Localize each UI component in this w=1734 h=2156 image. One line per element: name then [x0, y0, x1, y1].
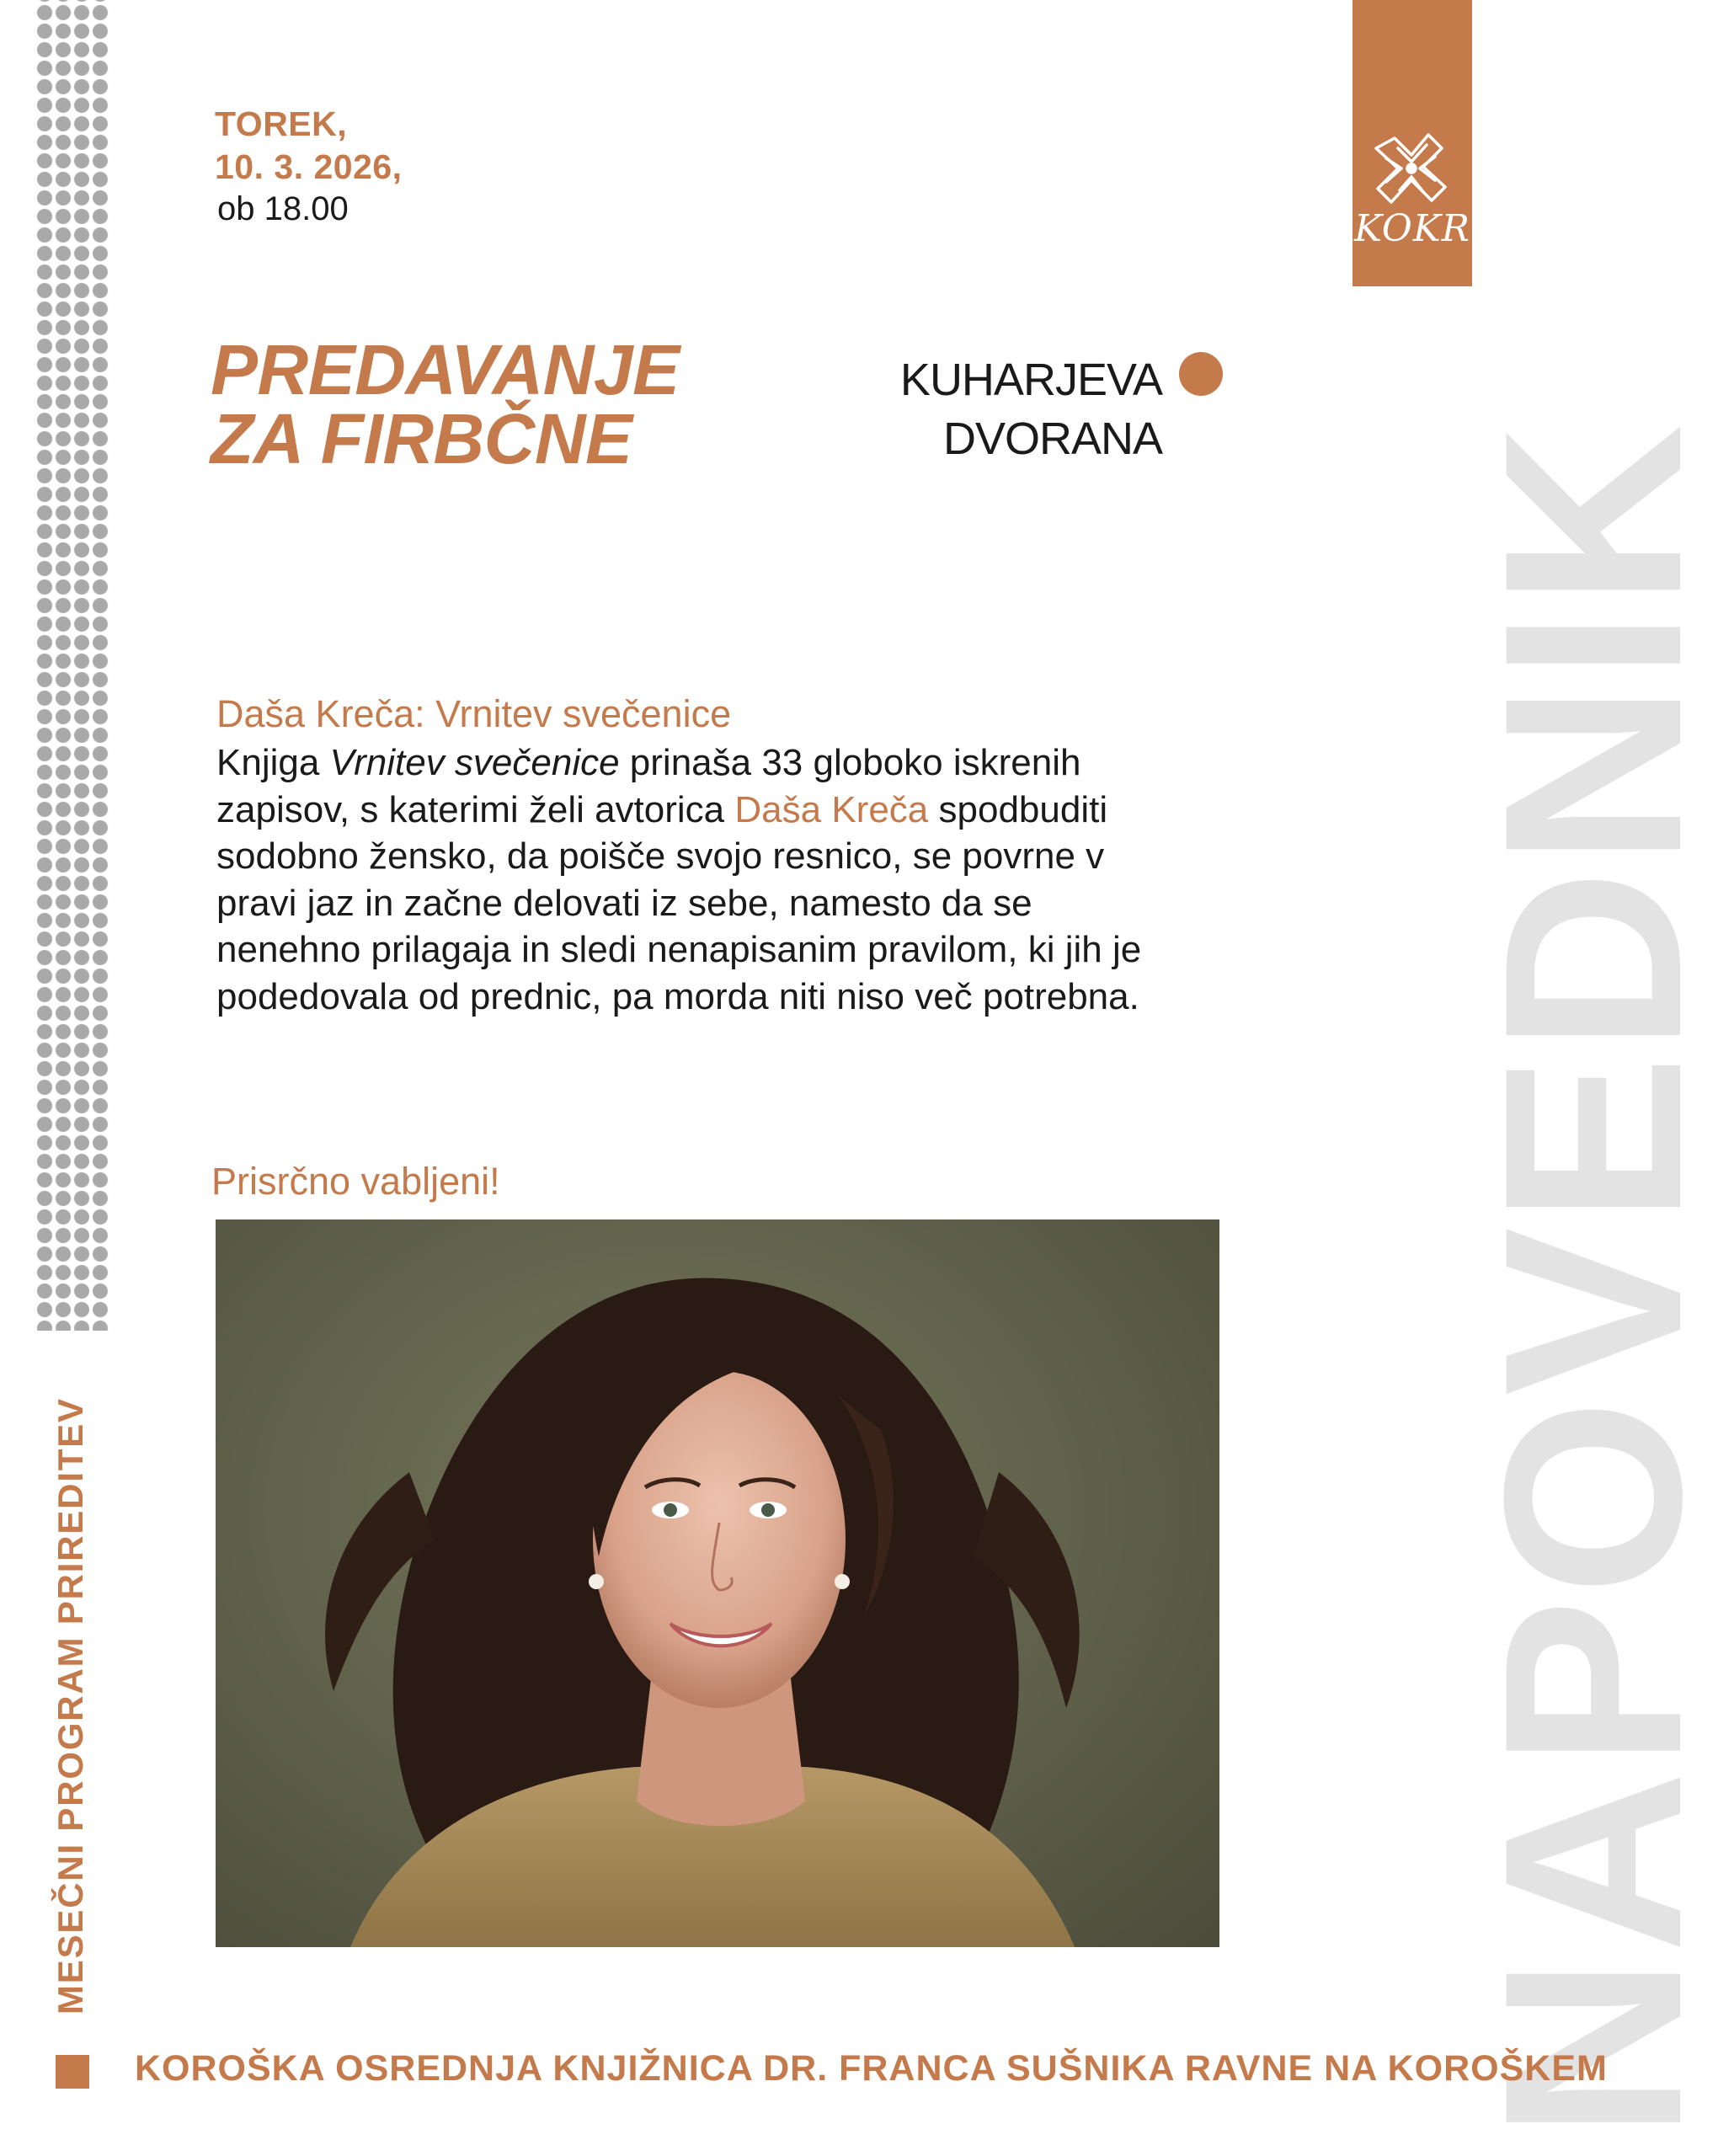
side-title: MESEČNI PROGRAM PRIREDITEV: [51, 1397, 90, 2015]
event-day: TOREK,: [215, 104, 348, 143]
desc-part-2: prinaša 33 globoko iskrenih zapisov, s katerimi želi avtorica: [216, 742, 1081, 830]
venue-line2: DVORANA: [942, 414, 1162, 464]
book-description: [216, 739, 1185, 1020]
dotted-strip: [34, 0, 109, 1331]
event-title-line1: PREDAVANJE: [211, 330, 680, 409]
library-logo: [1353, 0, 1472, 286]
event-title-line2: ZA FIRBČNE: [211, 399, 632, 478]
logo-text: KOKR: [1354, 207, 1470, 250]
desc-part-1: Knjiga: [216, 742, 330, 783]
venue: [876, 350, 1162, 468]
event-date: 10. 3. 2026,: [215, 147, 403, 186]
event-time: ob 18.00: [217, 190, 349, 227]
desc-author: Daša Kreča: [734, 788, 929, 830]
book-heading: Daša Kreča: Vrnitev svečenice: [216, 692, 732, 735]
footer-square: [56, 2055, 89, 2089]
footer-library-name: KOROŠKA OSREDNJA KNJIŽNICA DR. FRANCA SUŠNIKA RAVNE NA KOROŠKEM: [135, 2048, 1608, 2089]
watermark-text: NAPOVEDNIK: [1451, 420, 1734, 2139]
author-portrait-illustration: [216, 1219, 1219, 1947]
invitation-text: Prisrčno vabljeni!: [211, 1160, 500, 1203]
desc-part-3: spodbuditi sodobno žensko, da poišče svojo resnico, se povrne v pravi jaz in začne delovati iz sebe, namesto da se nenehno prilagaja in sledi nenapisanim pravilom, ki jih je podedovala od prednic, pa morda niti niso več potrebna.: [216, 788, 1142, 1017]
event-title: [211, 330, 680, 478]
venue-line1: KUHARJEVA: [899, 355, 1162, 405]
venue-dot: [1179, 352, 1223, 396]
book-cross-icon: [1361, 126, 1464, 211]
desc-book-title: Vrnitev svečenice: [329, 742, 620, 783]
author-photo: [216, 1219, 1219, 1947]
